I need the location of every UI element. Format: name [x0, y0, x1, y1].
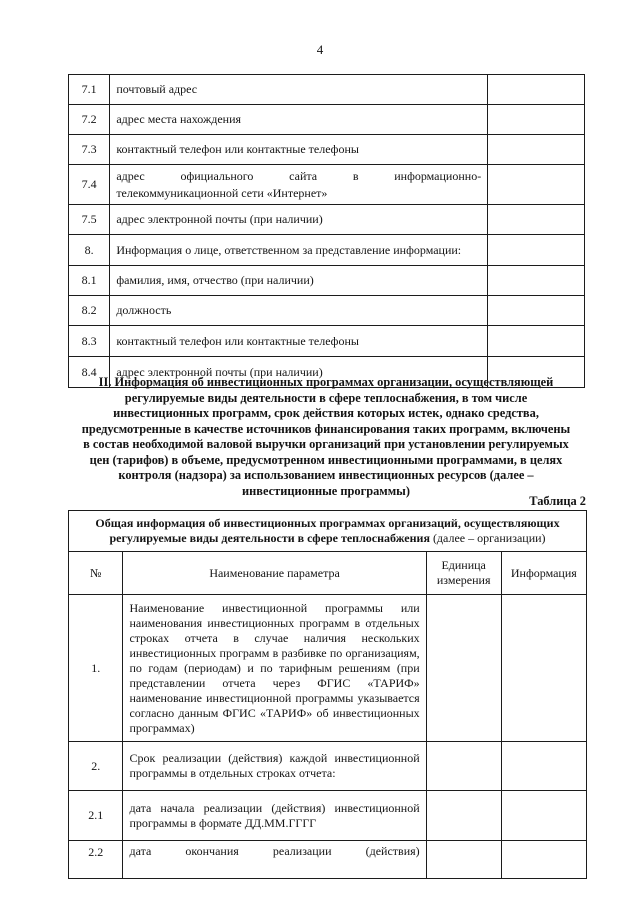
row-number: 7.5	[69, 205, 110, 235]
table-row	[69, 791, 587, 841]
row-label: контактный телефон или контактные телефоны	[110, 326, 488, 357]
row-label: дата начала реализации (действия) инвестиционной программы в формате ДД.ММ.ГГГГ	[123, 791, 426, 841]
heading-line: II. Информация об инвестиционных программах организации, осуществляющей	[98, 375, 554, 389]
table-row	[69, 266, 585, 296]
word: адрес	[116, 168, 145, 183]
table-row	[69, 75, 585, 105]
table-title-normal: (далее – организации)	[429, 531, 546, 545]
header-name: Наименование параметра	[123, 552, 426, 595]
word: сайта	[289, 168, 318, 183]
unit-cell	[426, 841, 501, 879]
header-num: №	[69, 552, 123, 595]
heading-line: инвестиционные программы)	[242, 483, 410, 498]
row-label-line-1	[116, 168, 481, 185]
heading-line: регулируемые виды деятельности в сфере теплоснабжения, в том числе	[124, 390, 528, 405]
row-label: Наименование инвестиционной программы или наименования инвестиционных программ в отдельных строках отчета в случае наличия нескольких инвестиционных программ в разбивке по организациям, по годам (периодам) и по тарифным решениям (при представлении отчета через ФГИС «ТАРИФ» наименование инвестиционной программы указывается согласно данным ФГИС «ТАРИФ» об инвестиционных программах)	[123, 595, 426, 742]
heading-line: контроля (надзора) за использованием инвестиционных ресурсов (далее –	[118, 468, 534, 482]
heading-line: предусмотренные в качестве источников финансирования таких программ, включены	[81, 421, 571, 436]
word: окончания	[185, 844, 239, 858]
row-label-line-2: телекоммуникационной сети «Интернет»	[116, 185, 328, 200]
header-row	[69, 552, 587, 595]
row-number: 7.4	[69, 165, 110, 205]
row-label-line	[129, 844, 419, 859]
word: информационно-	[394, 168, 482, 183]
row-label: адрес электронной почты (при наличии)	[110, 205, 488, 235]
row-number: 7.2	[69, 105, 110, 135]
value-cell	[488, 266, 585, 296]
table-row	[69, 595, 587, 742]
word: в	[352, 168, 359, 183]
value-cell	[488, 75, 585, 105]
table-row	[69, 165, 585, 205]
table-caption: Таблица 2	[529, 494, 586, 508]
row-label: адрес места нахождения	[110, 105, 488, 135]
unit-cell	[426, 595, 501, 742]
value-cell	[488, 235, 585, 266]
word: официального	[180, 168, 254, 183]
row-label: Срок реализации (действия) каждой инвестиционной программы в отдельных строках отчета:	[123, 742, 426, 791]
table-row	[69, 296, 585, 326]
value-cell	[488, 205, 585, 235]
row-label	[110, 165, 488, 205]
row-number: 2.	[69, 742, 123, 791]
table-title-row	[69, 511, 587, 552]
row-number: 8.2	[69, 296, 110, 326]
row-number: 2.2	[69, 841, 123, 879]
row-label: почтовый адрес	[110, 75, 488, 105]
header-unit: Единица измерения	[426, 552, 501, 595]
header-info: Информация	[501, 552, 586, 595]
table-title	[69, 511, 587, 552]
table-title-bold: Общая информация об инвестиционных программах организаций, осуществляющих регулируемые виды деятельности в сфере теплоснабжения	[95, 516, 560, 545]
table-row	[69, 135, 585, 165]
row-label: фамилия, имя, отчество (при наличии)	[110, 266, 488, 296]
info-cell	[501, 791, 586, 841]
value-cell	[488, 326, 585, 357]
value-cell	[488, 135, 585, 165]
info-cell	[501, 841, 586, 879]
section-heading	[76, 375, 576, 499]
row-label: контактный телефон или контактные телефоны	[110, 135, 488, 165]
row-number: 1.	[69, 595, 123, 742]
heading-line: цен (тарифов) в объеме, предусмотренном инвестиционными программами, в целях	[89, 452, 563, 467]
word: реализации	[272, 844, 332, 858]
row-number: 8.4	[69, 357, 110, 388]
value-cell	[488, 165, 585, 205]
heading-line: инвестиционных программ, срок действия которых истек, однако средства,	[113, 406, 539, 420]
value-cell	[488, 296, 585, 326]
table-row	[69, 205, 585, 235]
row-number: 8.1	[69, 266, 110, 296]
word: (действия)	[365, 844, 420, 858]
unit-cell	[426, 742, 501, 791]
table-row	[69, 105, 585, 135]
contacts-table	[68, 74, 585, 388]
table-row	[69, 742, 587, 791]
row-label: должность	[110, 296, 488, 326]
table-row	[69, 235, 585, 266]
row-label: адрес электронной почты (при наличии)	[110, 357, 488, 388]
row-label	[123, 841, 426, 879]
row-number: 2.1	[69, 791, 123, 841]
row-number: 7.1	[69, 75, 110, 105]
table-row	[69, 326, 585, 357]
unit-cell	[426, 791, 501, 841]
word: дата	[129, 844, 152, 858]
row-number: 8.3	[69, 326, 110, 357]
row-number: 7.3	[69, 135, 110, 165]
info-cell	[501, 742, 586, 791]
info-cell	[501, 595, 586, 742]
table-row	[69, 841, 587, 879]
row-number: 8.	[69, 235, 110, 266]
page-number: 4	[316, 42, 324, 57]
row-label: Информация о лице, ответственном за представление информации:	[110, 235, 488, 266]
investment-programs-table	[68, 510, 587, 879]
value-cell	[488, 105, 585, 135]
heading-line: в состав необходимой валовой выручки организаций при установлении регулируемых	[83, 437, 569, 451]
